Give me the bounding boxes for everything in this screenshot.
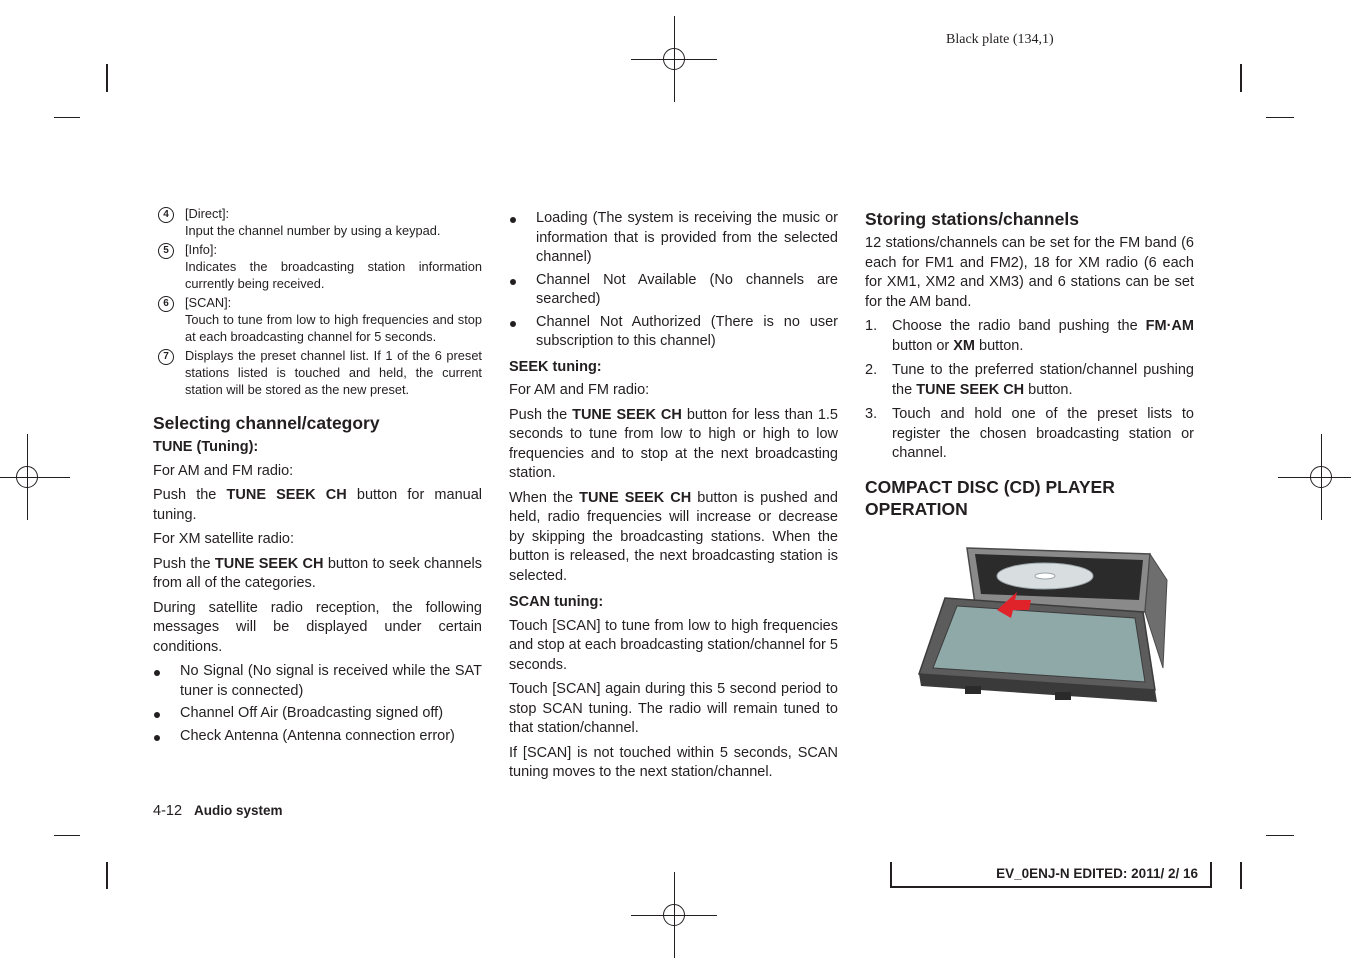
number-badge: 7 [158,349,174,365]
step-item: 3. Touch and hold one of the preset lists to register the chosen broadcasting station or channel. [865,406,1194,461]
paragraph: For XM satellite radio: [153,531,295,547]
crop-mark [1240,64,1242,92]
numbered-item [153,347,482,398]
crop-mark [54,835,80,836]
paragraph: Touch [SCAN] again during this 5 second period to stop SCAN tuning. The radio will remain tuned to that station/channel. [509,681,838,736]
numbered-item [153,294,482,345]
paragraph: Push the TUNE SEEK CH button for less than 1.5 seconds to tune from low to high or high to low frequencies and to stop at the next broadcasting station. [509,406,838,481]
section-heading: Selecting channel/category [153,413,380,433]
item-description: Displays the preset channel list. If 1 of the 6 preset stations listed is touched and held, the current station will be stored as the new preset. [185,348,482,397]
plate-label: Black plate (134,1) [946,32,1054,47]
list-item: Check Antenna (Antenna connection error) [153,727,482,747]
bullet-icon [154,670,160,676]
right-column [865,208,1194,524]
paragraph: 12 stations/channels can be set for the FM band (6 each for FM1 and FM2), 18 for XM radio (6 each for XM1, XM2 and XM3) and 6 stations can be set for the AM band. [865,235,1194,310]
page-number: 4-12 [153,803,183,819]
registration-mark-bottom [631,872,717,958]
paragraph: When the TUNE SEEK CH button is pushed and held, radio frequencies will increase or decrease by skipping the broadcasting stations. When the button is released, the next broadcasting station is selected. [509,489,838,584]
left-column [153,205,482,750]
number-badge: 5 [158,243,174,259]
section-name: Audio system [194,803,283,818]
item-description: Input the channel number by using a keypad. [185,223,441,238]
bullet-icon [510,279,516,285]
list-item: Loading (The system is receiving the music or information that is provided from the selected channel) [509,209,838,268]
numbered-item [153,241,482,292]
cd-player-illustration [905,540,1185,730]
item-label: [Direct]: [185,206,230,221]
list-item: Channel Off Air (Broadcasting signed off) [153,704,482,724]
edited-stamp: EV_0ENJ-N EDITED: 2011/ 2/ 16 [890,862,1212,888]
subsection-heading: TUNE (Tuning): [153,439,259,455]
registration-mark-top [631,16,717,102]
step-list [865,317,1194,464]
number-badge: 4 [158,207,174,223]
item-description: Indicates the broadcasting station information currently being received. [185,259,482,291]
crop-mark [1240,862,1242,889]
middle-column [509,209,838,788]
paragraph: Push the TUNE SEEK CH button to seek channels from all of the categories. [153,555,482,591]
crop-mark [54,117,80,118]
paragraph: During satellite radio reception, the following messages will be displayed under certain conditions. [153,599,482,655]
crop-mark [1266,835,1294,836]
paragraph: For AM and FM radio: [509,382,650,398]
bullet-icon [510,321,516,327]
registration-mark-right [1278,434,1351,520]
paragraph: For AM and FM radio: [153,462,294,479]
subsection-heading: SCAN tuning: [509,594,604,610]
paragraph: Push the TUNE SEEK CH button for manual tuning. [153,487,482,523]
crop-mark [106,862,108,889]
registration-mark-left [0,434,70,520]
subsection-heading: SEEK tuning: [509,358,602,375]
crop-mark [1266,117,1294,118]
bullet-icon [510,217,516,223]
crop-mark [106,64,108,92]
list-item: No Signal (No signal is received while the SAT tuner is connected) [153,662,482,701]
step-item: 2. Tune to the preferred station/channel pushing the TUNE SEEK CH button. [865,362,1194,398]
section-heading: COMPACT DISC (CD) PLAYER OPERATION [865,476,1115,519]
message-list [153,662,482,746]
paragraph: Touch [SCAN] to tune from low to high frequencies and stop at each broadcasting station/channel for 5 seconds. [509,617,838,673]
item-description: Touch to tune from low to high frequencies and stop at each broadcasting channel for 5 seconds. [185,312,482,344]
number-badge: 6 [158,296,174,312]
list-item: Channel Not Available (No channels are searched) [509,271,838,310]
item-label: [SCAN]: [185,295,232,310]
list-item: Channel Not Authorized (There is no user subscription to this channel) [509,313,838,352]
paragraph: If [SCAN] is not touched within 5 seconds, SCAN tuning moves to the next station/channel. [509,744,838,780]
touch-screen [933,606,1145,682]
section-heading: Storing stations/channels [865,209,1079,229]
step-item: 1. Choose the radio band pushing the FM·AM button or XM button. [865,318,1194,354]
message-list [509,209,838,352]
numbered-item [153,205,482,239]
item-label: [Info]: [185,242,218,257]
bullet-icon [154,712,160,718]
bullet-icon [154,735,160,741]
page-footer [153,803,283,819]
